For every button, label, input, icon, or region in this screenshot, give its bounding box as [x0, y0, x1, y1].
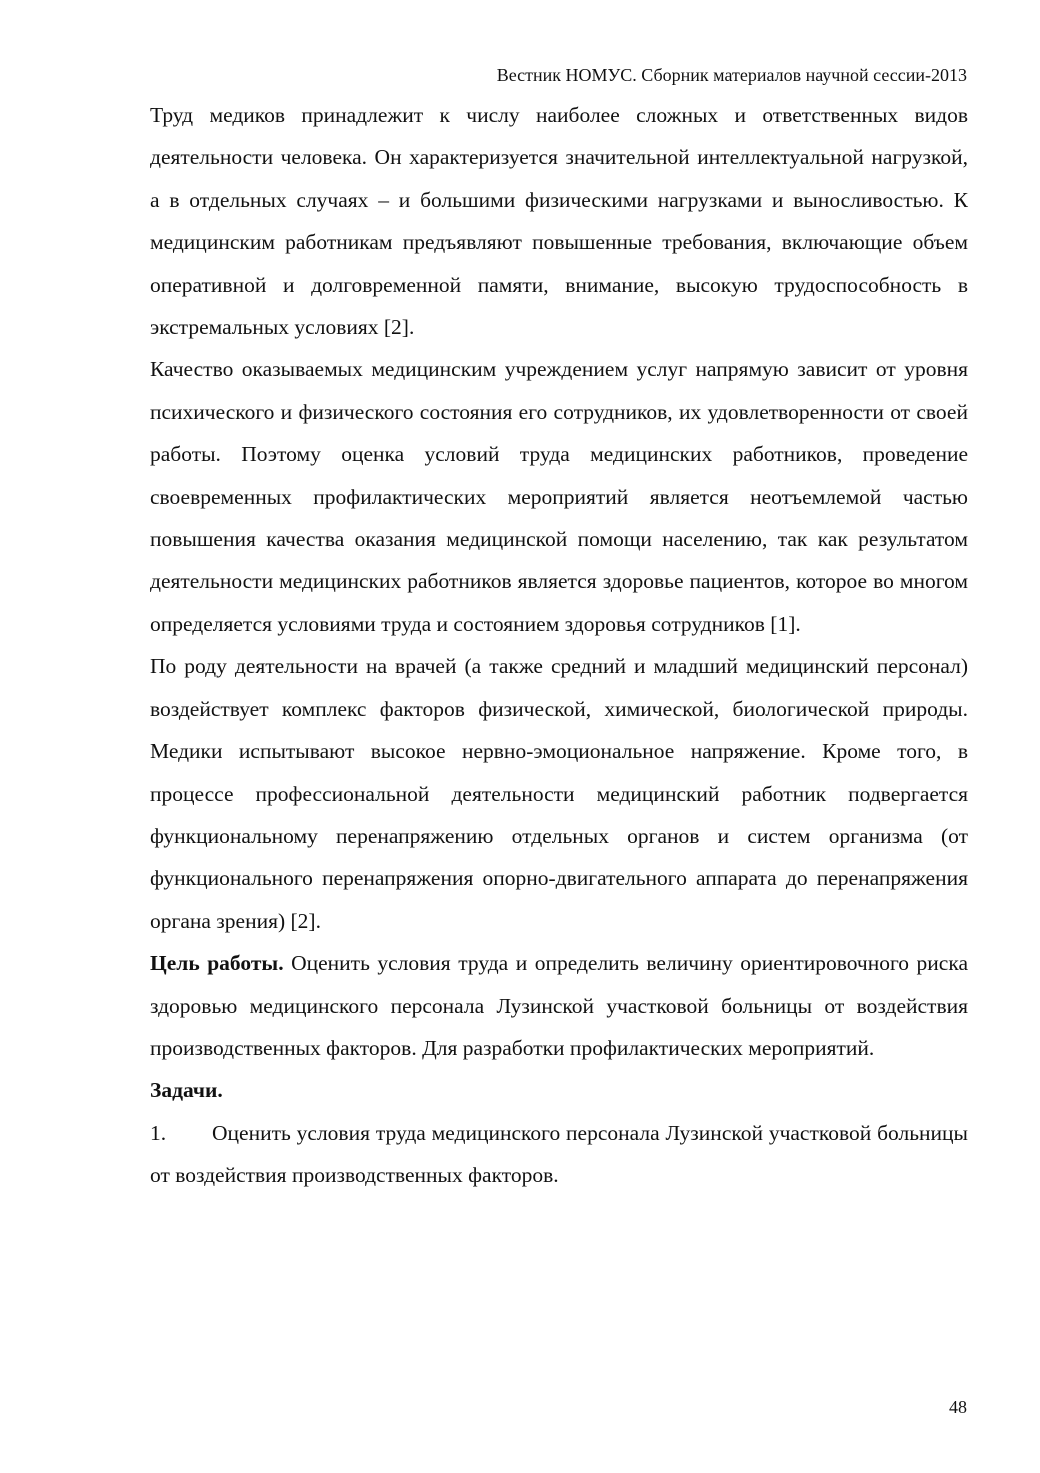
paragraph: По роду деятельности на врачей (а также средний и младший медицинский персонал) воздействует комплекс факторов физической, химической, биологической природы. Медики испытывают высокое нервно-эмоциональное напряжение. Кроме того, в процессе профессиональной деятельности медицинский работник подвергается функциональному перенапряжению отдельных органов и систем организма (от функционального перенапряжения опорно-двигательного аппарата до перенапряжения органа зрения) [2].: [150, 654, 968, 933]
task-number: 1.: [150, 1120, 167, 1145]
body-text: [150, 94, 968, 1197]
task-text: Оценить условия труда медицинского персонала Лузинской участковой больницы от воздействия производственных факторов.: [150, 1120, 968, 1188]
goal-paragraph: [150, 942, 968, 1069]
paragraph: Труд медиков принадлежит к числу наиболее сложных и ответственных видов деятельности человека. Он характеризуется значительной интеллектуальной нагрузкой, а в отдельных случаях – и большими физическими нагрузками и выносливостью. К медицинским работникам предъявляют повышенные требования, включающие объем оперативной и долговременной памяти, внимание, высокую трудоспособность в экстремальных условиях [2].: [150, 103, 968, 340]
tasks-heading: Задачи.: [150, 1078, 223, 1103]
paragraph: Качество оказываемых медицинским учреждением услуг напрямую зависит от уровня психического и физического состояния его сотрудников, их удовлетворенности от своей работы. Поэтому оценка условий труда медицинских работников, проведение своевременных профилактических мероприятий является неотъемлемой частью повышения качества оказания медицинской помощи населению, так как результатом деятельности медицинских работников является здоровье пациентов, которое во многом определяется условиями труда и состоянием здоровья сотрудников [1].: [150, 357, 968, 636]
running-header: Вестник НОМУС. Сборник материалов научной сессии-2013: [496, 65, 967, 85]
task-item: [150, 1112, 968, 1197]
goal-label: Цель работы.: [150, 951, 284, 976]
goal-text: Оценить условия труда и определить величину ориентировочного риска здоровью медицинского персонала Лузинской участковой больницы от воздействия производственных факторов. Для разработки профилактических мероприятий.: [150, 951, 968, 1060]
page-number: 48: [949, 1397, 967, 1417]
